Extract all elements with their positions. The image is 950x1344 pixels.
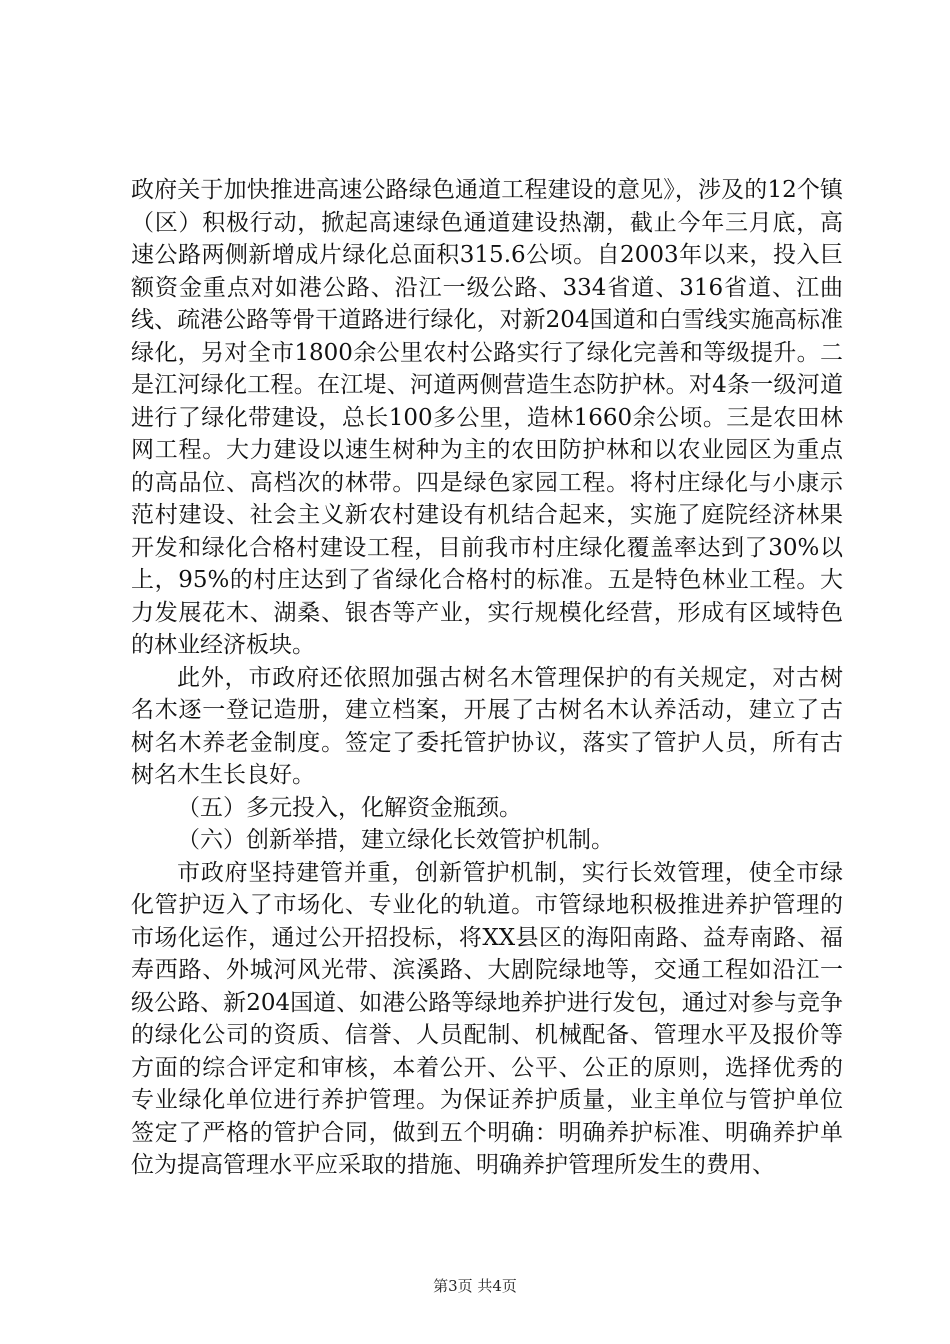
paragraph-maintenance-mechanism: 市政府坚持建管并重，创新管护机制，实行长效管理，使全市绿化管护迈入了市场化、专业化的轨道。市管绿地积极推进养护管理的市场化运作，通过公开招投标，将XX县区的海阳南路、益寿南路、福寿西路、外城河风光带、滨溪路、大剧院绿地等，交通工程如沿江一级公路、新204国道、如港公路等绿地养护进行发包，通过对参与竞争的绿化公司的资质、信誉、人员配制、机械配备、管理水平及报价等方面的综合评定和审核，本着公开、公平、公正的原则，选择优秀的专业绿化单位进行养护管理。为保证养护质量，业主单位与管护单位签定了严格的管护合同，做到五个明确：明确养护标准、明确养护单位为提高管理水平应采取的措施、明确养护管理所发生的费用、 (131, 859, 843, 1178)
document-body (131, 174, 843, 1182)
page-number-footer: 第3页 共4页 (433, 1277, 517, 1295)
section-heading-5: （五）多元投入，化解资金瓶颈。 (177, 794, 522, 821)
paragraph-greening-projects: 政府关于加快推进高速公路绿色通道工程建设的意见》，涉及的12个镇（区）积极行动，掀起高速绿色通道建设热潮，截止今年三月底，高速公路两侧新增成片绿化总面积315.6公顷。自2003年以来，投入巨额资金重点对如港公路、沿江一级公路、334省道、316省道、江曲线、疏港公路等骨干道路进行绿化，对新204国道和白雪线实施高标准绿化，另对全市1800余公里农村公路实行了绿化完善和等级提升。二是江河绿化工程。在江堤、河道两侧营造生态防护林。对4条一级河道进行了绿化带建设，总长100多公里，造林1660余公顷。三是农田林网工程。大力建设以速生树种为主的农田防护林和以农业园区为重点的高品位、高档次的林带。四是绿色家园工程。将村庄绿化与小康示范村建设、社会主义新农村建设有机结合起来，实施了庭院经济林果开发和绿化合格村建设工程，目前我市村庄绿化覆盖率达到了30%以上，95%的村庄达到了省绿化合格村的标准。五是特色林业工程。大力发展花木、湖桑、银杏等产业，实行规模化经营，形成有区域特色的林业经济板块。 (131, 177, 843, 658)
section-heading-6: （六）创新举措，建立绿化长效管护机制。 (177, 827, 614, 853)
paragraph-ancient-trees: 此外，市政府还依照加强古树名木管理保护的有关规定，对古树名木逐一登记造册，建立档案，开展了古树名木认养活动，建立了古树名木养老金制度。签定了委托管护协议，落实了管护人员，所有古树名木生长良好。 (131, 664, 843, 788)
